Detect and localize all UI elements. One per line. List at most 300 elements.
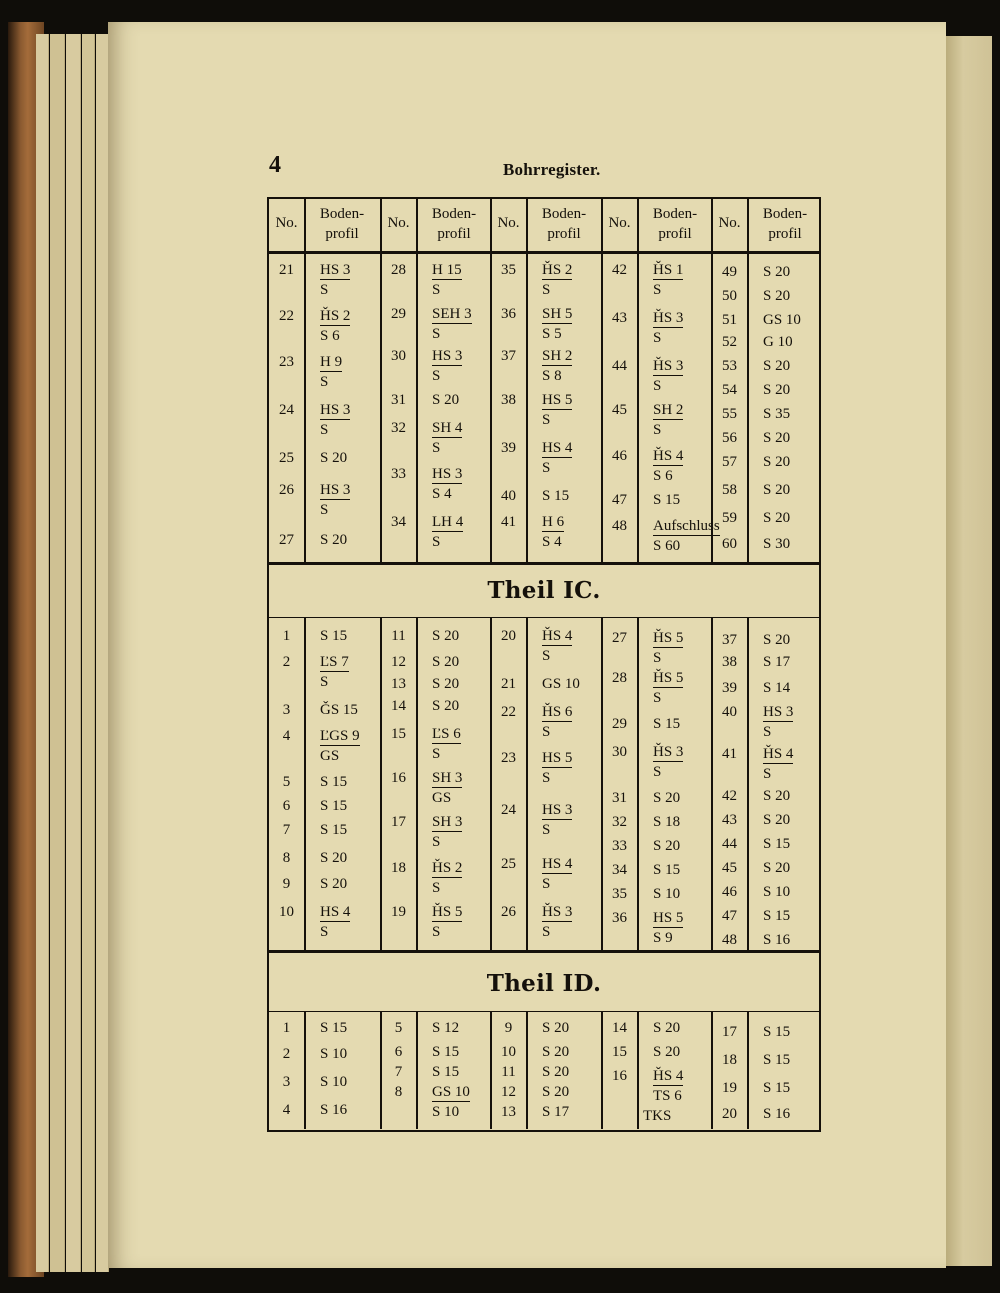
soil-profile: SH 3 (432, 814, 463, 830)
boring-number: 50 (722, 288, 737, 304)
soil-profile-lower: TS 6 (653, 1088, 682, 1104)
soil-profile: S 15 (763, 1024, 791, 1040)
soil-profile: S 16 (763, 1106, 791, 1122)
soil-profile: H 9 (320, 354, 343, 370)
soil-profile-lower: S (432, 746, 441, 762)
soil-profile-lower: S 60 (653, 538, 681, 554)
soil-profile: S 20 (432, 676, 460, 692)
soil-profile: S 17 (763, 654, 791, 670)
soil-profile: HS 5 (653, 910, 684, 926)
soil-profile-lower: S (320, 374, 329, 390)
soil-profile: SEH 3 (432, 306, 472, 322)
boring-number: 18 (391, 860, 406, 876)
soil-profile-lower: S (432, 924, 441, 940)
soil-profile: HS 5 (542, 392, 573, 408)
boring-number: 21 (279, 262, 294, 278)
soil-profile-lower: S (320, 502, 329, 518)
page-edge (36, 34, 49, 1272)
section-title-ic: Theil IC. (487, 577, 601, 604)
soil-profile-lower: S (432, 282, 441, 298)
soil-profile: ȞS 3 (542, 904, 573, 920)
right-page-edge (944, 36, 992, 1266)
soil-profile-lower: S (542, 724, 551, 740)
boring-number: 19 (391, 904, 406, 920)
soil-profile: ȞS 4 (542, 628, 573, 644)
soil-profile: ȞS 3 (653, 744, 684, 760)
boring-number: 37 (501, 348, 516, 364)
soil-profile: HS 3 (320, 402, 351, 418)
section-title-id: Theil ID. (486, 970, 602, 997)
soil-profile: S 15 (320, 774, 348, 790)
soil-profile: S 15 (763, 836, 791, 852)
soil-profile: S 20 (320, 532, 348, 548)
boring-number: 58 (722, 482, 737, 498)
soil-profile-lower: GS (432, 790, 452, 806)
column-rule (526, 1011, 528, 1129)
soil-profile: HS 3 (432, 466, 463, 482)
boring-number: 28 (612, 670, 627, 686)
column-rule (526, 199, 528, 562)
boring-number: 44 (722, 836, 737, 852)
soil-profile: S 20 (542, 1064, 570, 1080)
soil-profile: ĽS 6 (432, 726, 461, 742)
boring-number: 40 (722, 704, 737, 720)
soil-profile: S 15 (320, 798, 348, 814)
soil-profile: ȞS 3 (653, 310, 684, 326)
boring-number: 60 (722, 536, 737, 552)
column-rule (711, 617, 713, 950)
boring-number: 56 (722, 430, 737, 446)
boring-number: 38 (722, 654, 737, 670)
boring-number: 45 (612, 402, 627, 418)
boring-number: 35 (501, 262, 516, 278)
table-rule (269, 253, 819, 254)
column-rule (490, 199, 492, 562)
soil-profile-lower: S (542, 412, 551, 428)
soil-profile-lower: S (432, 880, 441, 896)
column-rule (637, 617, 639, 950)
column-rule (416, 617, 418, 950)
boring-number: 11 (501, 1064, 516, 1080)
boring-number: 26 (501, 904, 516, 920)
column-rule (380, 1011, 382, 1129)
soil-profile: S 35 (763, 406, 791, 422)
boring-number: 24 (279, 402, 294, 418)
soil-profile: S 20 (763, 382, 791, 398)
boring-number: 39 (501, 440, 516, 456)
soil-profile-lower: S (320, 282, 329, 298)
column-rule (304, 1011, 306, 1129)
header-profil: Boden- profil (652, 206, 698, 243)
soil-profile-lower: S (320, 674, 329, 690)
soil-profile: S 20 (763, 358, 791, 374)
soil-profile: S 10 (763, 884, 791, 900)
soil-profile: S 15 (763, 908, 791, 924)
soil-profile: Aufschluss (653, 518, 720, 534)
soil-profile: SH 2 (542, 348, 573, 364)
soil-profile: S 15 (320, 1020, 348, 1036)
column-rule (416, 199, 418, 562)
soil-profile: S 16 (320, 1102, 348, 1118)
soil-profile-lower: S (653, 690, 662, 706)
soil-profile: S 15 (432, 1044, 460, 1060)
boring-number: 7 (282, 822, 291, 838)
soil-profile: S 20 (653, 1020, 681, 1036)
boring-number: 41 (501, 514, 516, 530)
soil-profile: S 14 (763, 680, 791, 696)
soil-profile: S 20 (320, 850, 348, 866)
soil-profile-lower: S 4 (542, 534, 562, 550)
boring-number: 37 (722, 632, 737, 648)
boring-number: 23 (501, 750, 516, 766)
boring-number: 33 (612, 838, 627, 854)
boring-number: 32 (391, 420, 406, 436)
boring-number: 55 (722, 406, 737, 422)
soil-profile: HS 3 (763, 704, 794, 720)
soil-profile: S 16 (763, 932, 791, 948)
boring-number: 24 (501, 802, 516, 818)
soil-profile: S 10 (653, 886, 681, 902)
boring-number: 34 (612, 862, 627, 878)
column-rule (490, 1011, 492, 1129)
boring-number: 8 (282, 850, 291, 866)
column-rule (747, 199, 749, 562)
boring-number: 9 (504, 1020, 513, 1036)
column-rule (380, 199, 382, 562)
soil-profile: SH 2 (653, 402, 684, 418)
soil-profile-lower: S (763, 766, 772, 782)
soil-profile: HS 4 (542, 856, 573, 872)
soil-profile: S 18 (653, 814, 681, 830)
column-rule (304, 199, 306, 562)
table-rule (269, 1011, 819, 1012)
boring-number: 1 (282, 1020, 291, 1036)
boring-number: 53 (722, 358, 737, 374)
boring-number: 13 (391, 676, 406, 692)
soil-profile: S 10 (320, 1046, 348, 1062)
soil-profile: ȞS 3 (653, 358, 684, 374)
header-profil: Boden- profil (319, 206, 365, 243)
boring-number: 6 (282, 798, 291, 814)
soil-profile-lower: S (542, 924, 551, 940)
boring-number: 30 (612, 744, 627, 760)
column-rule (601, 617, 603, 950)
soil-profile: SH 4 (432, 420, 463, 436)
soil-profile: S 20 (763, 812, 791, 828)
soil-profile: S 15 (653, 492, 681, 508)
boring-number: 3 (282, 1074, 291, 1090)
boring-number: 4 (282, 1102, 291, 1118)
soil-profile-lower: S (653, 650, 662, 666)
soil-profile: SH 5 (542, 306, 573, 322)
soil-profile: S 30 (763, 536, 791, 552)
soil-profile: ǦS 15 (320, 702, 358, 718)
soil-profile: HS 3 (320, 482, 351, 498)
soil-profile: S 20 (432, 392, 460, 408)
table-rule (269, 950, 819, 953)
boring-number: 39 (722, 680, 737, 696)
soil-profile: S 15 (320, 628, 348, 644)
boring-number: 34 (391, 514, 406, 530)
soil-profile: ȞS 4 (653, 1068, 684, 1084)
soil-profile: SH 3 (432, 770, 463, 786)
boring-number: 22 (279, 308, 294, 324)
soil-profile: S 10 (320, 1074, 348, 1090)
boring-number: 15 (391, 726, 406, 742)
soil-profile: ȞS 4 (653, 448, 684, 464)
soil-profile: ȞS 6 (542, 704, 573, 720)
soil-profile-lower: S (542, 282, 551, 298)
boring-number: 40 (501, 488, 516, 504)
boring-number: 29 (612, 716, 627, 732)
boring-number: 4 (282, 728, 291, 744)
column-rule (711, 199, 713, 562)
soil-profile: S 15 (763, 1052, 791, 1068)
boring-number: 1 (282, 628, 291, 644)
header-no: No. (387, 215, 410, 231)
soil-profile: S 20 (763, 860, 791, 876)
boring-number: 36 (501, 306, 516, 322)
page-edge (50, 34, 65, 1272)
column-rule (747, 1011, 749, 1129)
page-edge (82, 34, 95, 1272)
soil-profile-lower: S (653, 764, 662, 780)
soil-profile: S 20 (320, 450, 348, 466)
soil-profile: S 15 (320, 822, 348, 838)
column-rule (711, 1011, 713, 1129)
soil-profile-lower: S (432, 534, 441, 550)
soil-profile: HS 3 (542, 802, 573, 818)
soil-profile: S 20 (763, 264, 791, 280)
boring-number: 20 (501, 628, 516, 644)
boring-number: 21 (501, 676, 516, 692)
soil-profile: HS 4 (320, 904, 351, 920)
soil-profile: GS 10 (432, 1084, 470, 1100)
boring-number: 33 (391, 466, 406, 482)
soil-profile: ȞS 5 (432, 904, 463, 920)
soil-profile-lower: TKS (643, 1108, 672, 1124)
column-rule (637, 1011, 639, 1129)
soil-profile: GS 10 (542, 676, 580, 692)
header-no: No. (718, 215, 741, 231)
soil-profile: HS 3 (320, 262, 351, 278)
header-profil: Boden- profil (431, 206, 477, 243)
soil-profile: ĽS 7 (320, 654, 349, 670)
boring-number: 31 (612, 790, 627, 806)
soil-profile-lower: S (320, 924, 329, 940)
soil-profile-lower: S (432, 326, 441, 342)
boring-number: 28 (391, 262, 406, 278)
boring-number: 20 (722, 1106, 737, 1122)
soil-profile: S 20 (763, 288, 791, 304)
boring-number: 48 (612, 518, 627, 534)
soil-profile: HS 5 (542, 750, 573, 766)
boring-number: 52 (722, 334, 737, 350)
boring-number: 10 (501, 1044, 516, 1060)
soil-profile-lower: S (653, 282, 662, 298)
column-rule (601, 199, 603, 562)
soil-profile: S 20 (653, 838, 681, 854)
soil-profile: ȞS 2 (320, 308, 351, 324)
soil-profile-lower: S (432, 834, 441, 850)
boring-number: 11 (391, 628, 406, 644)
soil-profile-lower: S 6 (653, 468, 673, 484)
soil-profile-lower: S (653, 378, 662, 394)
boring-number: 30 (391, 348, 406, 364)
boring-number: 57 (722, 454, 737, 470)
soil-profile: ȞS 4 (763, 746, 794, 762)
boring-number: 35 (612, 886, 627, 902)
boring-number: 19 (722, 1080, 737, 1096)
column-rule (304, 617, 306, 950)
boring-number: 17 (391, 814, 406, 830)
soil-profile-lower: S 8 (542, 368, 562, 384)
boring-number: 48 (722, 932, 737, 948)
soil-profile-lower: S 4 (432, 486, 452, 502)
soil-profile-lower: S 6 (320, 328, 340, 344)
boring-number: 18 (722, 1052, 737, 1068)
boring-number: 3 (282, 702, 291, 718)
column-rule (637, 199, 639, 562)
soil-profile: S 20 (542, 1020, 570, 1036)
soil-profile: S 20 (763, 510, 791, 526)
boring-number: 43 (612, 310, 627, 326)
boring-number: 41 (722, 746, 737, 762)
boring-number: 15 (612, 1044, 627, 1060)
page-number: 4 (269, 152, 281, 178)
boring-number: 46 (722, 884, 737, 900)
boring-number: 29 (391, 306, 406, 322)
column-rule (601, 1011, 603, 1129)
running-title: Bohrregister. (503, 160, 601, 179)
column-rule (490, 617, 492, 950)
soil-profile: S 20 (763, 482, 791, 498)
soil-profile: S 20 (432, 698, 460, 714)
soil-profile: ȞS 5 (653, 630, 684, 646)
header-profil: Boden- profil (762, 206, 808, 243)
soil-profile: H 15 (432, 262, 462, 278)
table-rule (269, 562, 819, 565)
boring-number: 46 (612, 448, 627, 464)
boring-number: 36 (612, 910, 627, 926)
soil-profile: S 20 (320, 876, 348, 892)
header-no: No. (608, 215, 631, 231)
page-edge (66, 34, 81, 1272)
soil-profile: S 15 (542, 488, 570, 504)
boring-number: 31 (391, 392, 406, 408)
soil-profile-lower: S (542, 770, 551, 786)
boring-number: 8 (394, 1084, 403, 1100)
soil-profile: S 15 (653, 716, 681, 732)
soil-profile-lower: S (542, 648, 551, 664)
soil-profile: S 20 (763, 454, 791, 470)
boring-number: 32 (612, 814, 627, 830)
soil-profile: ĽGS 9 (320, 728, 360, 744)
header-profil: Boden- profil (541, 206, 587, 243)
soil-profile-lower: GS (320, 748, 340, 764)
column-rule (416, 1011, 418, 1129)
soil-profile: S 15 (653, 862, 681, 878)
boring-number: 25 (501, 856, 516, 872)
soil-profile: H 6 (542, 514, 565, 530)
boring-number: 26 (279, 482, 294, 498)
boring-number: 27 (279, 532, 294, 548)
soil-profile: ȞS 1 (653, 262, 684, 278)
boring-number: 16 (612, 1068, 627, 1084)
boring-number: 12 (391, 654, 406, 670)
boring-number: 23 (279, 354, 294, 370)
soil-profile: S 20 (542, 1044, 570, 1060)
soil-profile: S 20 (432, 628, 460, 644)
header-no: No. (497, 215, 520, 231)
boring-number: 5 (282, 774, 291, 790)
soil-profile-lower: S (432, 440, 441, 456)
soil-profile: S 20 (763, 430, 791, 446)
soil-profile-lower: S (432, 368, 441, 384)
boring-number: 42 (722, 788, 737, 804)
soil-profile-lower: S (763, 724, 772, 740)
soil-profile: ȞS 5 (653, 670, 684, 686)
soil-profile-lower: S (653, 330, 662, 346)
boring-number: 45 (722, 860, 737, 876)
boring-number: 49 (722, 264, 737, 280)
boring-number: 9 (282, 876, 291, 892)
boring-number: 2 (282, 654, 291, 670)
soil-profile: S 15 (763, 1080, 791, 1096)
soil-profile-lower: S (542, 460, 551, 476)
soil-profile: S 17 (542, 1104, 570, 1120)
boring-number: 14 (612, 1020, 627, 1036)
boring-number: 25 (279, 450, 294, 466)
column-rule (526, 617, 528, 950)
boring-number: 44 (612, 358, 627, 374)
boring-number: 6 (394, 1044, 403, 1060)
boring-number: 14 (391, 698, 406, 714)
boring-number: 47 (612, 492, 627, 508)
soil-profile-lower: S (542, 822, 551, 838)
boring-number: 38 (501, 392, 516, 408)
soil-profile-lower: S (320, 422, 329, 438)
boring-number: 59 (722, 510, 737, 526)
soil-profile: ȞS 2 (542, 262, 573, 278)
soil-profile-lower: S (653, 422, 662, 438)
boring-number: 51 (722, 312, 737, 328)
soil-profile-lower: S 9 (653, 930, 673, 946)
soil-profile: HS 3 (432, 348, 463, 364)
header-no: No. (275, 215, 298, 231)
boring-register-table (267, 197, 821, 1132)
soil-profile: S 20 (763, 788, 791, 804)
boring-number: 47 (722, 908, 737, 924)
soil-profile: ȞS 2 (432, 860, 463, 876)
boring-number: 42 (612, 262, 627, 278)
boring-number: 13 (501, 1104, 516, 1120)
soil-profile: S 12 (432, 1020, 460, 1036)
boring-number: 2 (282, 1046, 291, 1062)
soil-profile-lower: S 10 (432, 1104, 460, 1120)
boring-number: 10 (279, 904, 294, 920)
soil-profile: G 10 (763, 334, 793, 350)
boring-number: 5 (394, 1020, 403, 1036)
boring-number: 12 (501, 1084, 516, 1100)
column-rule (747, 617, 749, 950)
soil-profile-lower: S 5 (542, 326, 562, 342)
boring-number: 54 (722, 382, 737, 398)
soil-profile: GS 10 (763, 312, 801, 328)
boring-number: 7 (394, 1064, 403, 1080)
soil-profile: S 20 (653, 790, 681, 806)
boring-number: 43 (722, 812, 737, 828)
